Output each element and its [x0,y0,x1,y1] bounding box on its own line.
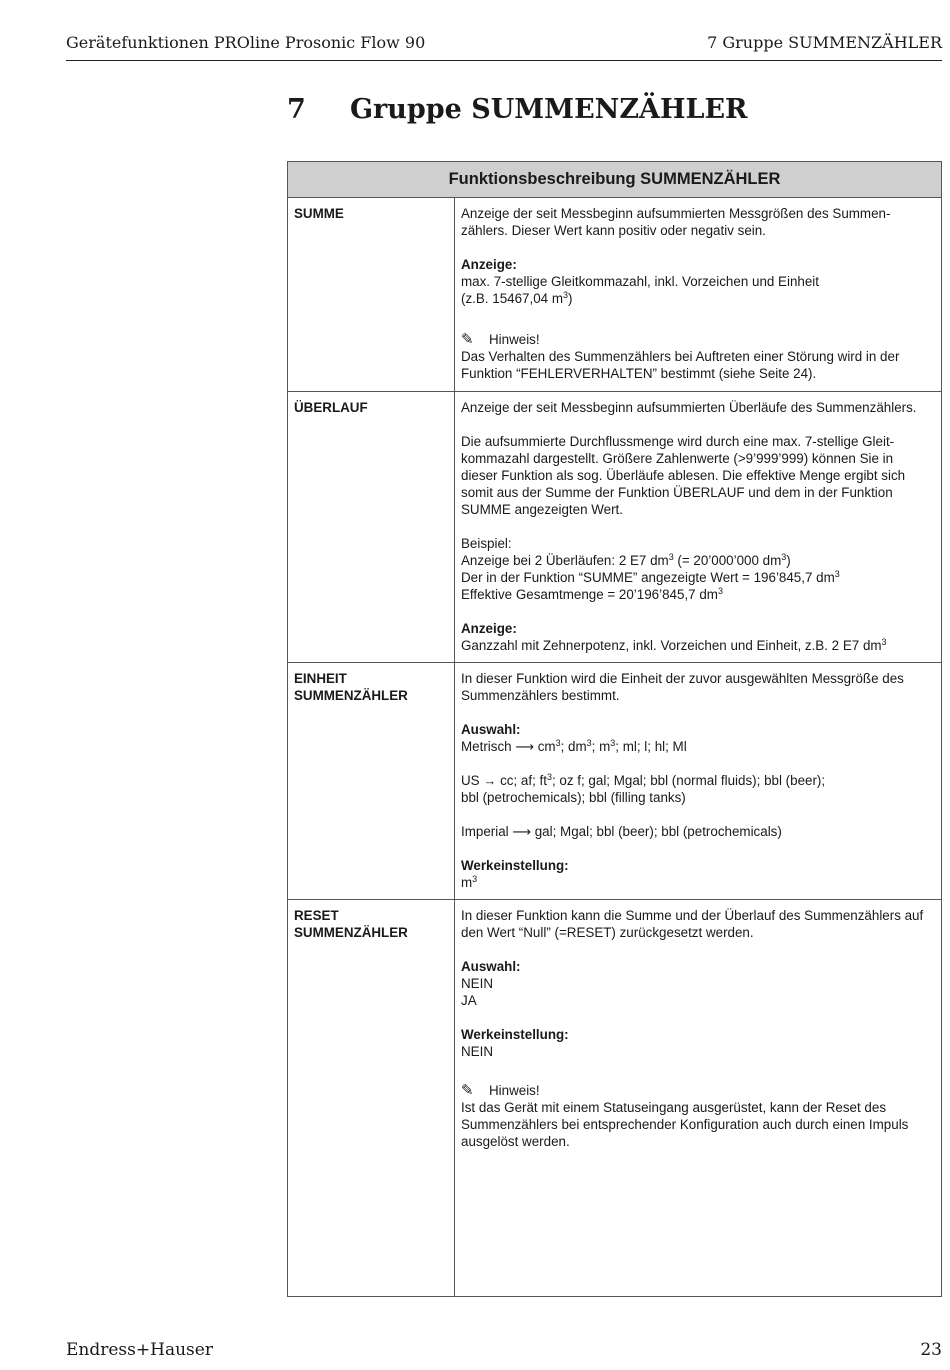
function-desc-reset [455,900,942,1297]
desc-line: Ist das Gerät mit einem Statuseingang ausgerüstet, kann der Reset des [461,1100,887,1115]
desc-line: zählers. Dieser Wert kann positiv oder negativ sein. [461,223,766,238]
function-desc-einheit [455,663,942,900]
pencil-note-icon: ✎ [461,331,474,348]
desc-line: kommazahl dargestellt. Größere Zahlenwerte (>9’999’999) können Sie in [461,451,894,466]
desc-line: Summenzählers bestimmt. [461,688,620,703]
desc-line: SUMME angezeigten Wert. [461,502,623,517]
running-header-right: 7 Gruppe SUMMENZÄHLER [707,33,942,52]
desc-line: bbl (petrochemicals); bbl (filling tanks) [461,790,686,805]
option-us: US → cc; af; $ft^3$; oz f; gal; Mgal; bbl (normal fluids); bbl (beer); [461,772,826,788]
right-arrow-icon: ⟶ [512,824,532,839]
option-ja: JA [461,993,477,1008]
table-row-einheit [288,663,942,900]
anzeige-label: Anzeige: [461,621,517,636]
desc-line: Funktion “FEHLERVERHALTEN” bestimmt (siehe Seite 24). [461,366,817,381]
option-nein: NEIN [461,976,493,991]
table-row-summe [288,198,942,392]
footer-brand: Endress+Hauser [66,1340,213,1360]
desc-line: Das Verhalten des Summenzählers bei Auftreten einer Störung wird in der [461,349,900,364]
note-heading: ✎ Hinweis! [461,331,540,348]
table-caption: Funktionsbeschreibung SUMMENZÄHLER [288,162,942,198]
werk-label: Werkeinstellung: [461,858,569,873]
desc-line: Summenzählers bei entsprechender Konfiguration auch durch einen Impuls [461,1117,909,1132]
werk-label: Werkeinstellung: [461,1027,569,1042]
chapter-number: 7 [287,94,306,125]
werk-value: $m^3$ [461,874,478,890]
right-arrow-icon: → [483,773,497,788]
desc-line: (z.B. 15467,04 $m^3$) [461,290,573,306]
desc-line: Der in der Funktion “SUMME” angezeigte Wert = 196’845,7 $dm^3$ [461,569,840,585]
function-desc-ueberlauf [455,392,942,663]
right-arrow-icon: ⟶ [515,739,534,754]
function-name-reset: RESET SUMMENZÄHLER [288,900,455,1297]
desc-line: Die aufsummierte Durchflussmenge wird durch eine max. 7-stellige Gleit- [461,434,895,449]
werk-value: NEIN [461,1044,493,1059]
auswahl-label: Auswahl: [461,722,521,737]
desc-line: Beispiel: [461,536,512,551]
chapter-title: Gruppe SUMMENZÄHLER [350,94,748,125]
desc-line: Anzeige der seit Messbeginn aufsummierten Überläufe des Summenzählers. [461,400,917,415]
desc-line: Ganzzahl mit Zehnerpotenz, inkl. Vorzeichen und Einheit, z.B. 2 E7 $dm^3$ [461,637,887,653]
desc-line: In dieser Funktion kann die Summe und der Überlauf des Summenzählers auf [461,908,924,923]
desc-line: In dieser Funktion wird die Einheit der zuvor ausgewählten Messgröße des [461,671,904,686]
desc-line: ausgelöst werden. [461,1134,570,1149]
function-name-einheit: EINHEIT SUMMENZÄHLER [288,663,455,900]
anzeige-label: Anzeige: [461,257,517,272]
option-metrisch: Metrisch ⟶ $cm^3$; $dm^3$; $m^3$; ml; l; hl; Ml [461,738,687,754]
function-desc-summe [455,198,942,392]
note-heading: ✎ Hinweis! [461,1082,540,1099]
desc-line: max. 7-stellige Gleitkommazahl, inkl. Vorzeichen und Einheit [461,274,819,289]
auswahl-label: Auswahl: [461,959,521,974]
function-name-ueberlauf: ÜBERLAUF [288,392,455,663]
pencil-note-icon: ✎ [461,1082,474,1099]
desc-line: den Wert “Null” (=RESET) zurückgesetzt werden. [461,925,754,940]
header-rule [66,60,942,61]
desc-line: Effektive Gesamtmenge = 20’196’845,7 $dm^3$ [461,586,723,602]
page-number: 23 [920,1340,942,1360]
desc-line: dieser Funktion als sog. Überläufe ablesen. Die effektive Menge ergibt sich [461,468,906,483]
table-row-reset [288,900,942,1297]
function-name-summe: SUMME [288,198,455,392]
desc-line: Anzeige bei 2 Überläufen: 2 E7 $dm^3$ (= 20’000’000 $dm^3$) [461,552,791,568]
option-imperial: Imperial ⟶ gal; Mgal; bbl (beer); bbl (petrochemicals) [461,824,782,839]
running-header-left: Gerätefunktionen PROline Prosonic Flow 90 [66,33,426,52]
desc-line: Anzeige der seit Messbeginn aufsummierten Messgrößen des Summen- [461,206,891,221]
chapter-heading [287,94,748,125]
desc-line: somit aus der Summe der Funktion ÜBERLAUF und dem in der Funktion [461,485,893,500]
table-row-ueberlauf [288,392,942,663]
function-table [287,161,942,1297]
